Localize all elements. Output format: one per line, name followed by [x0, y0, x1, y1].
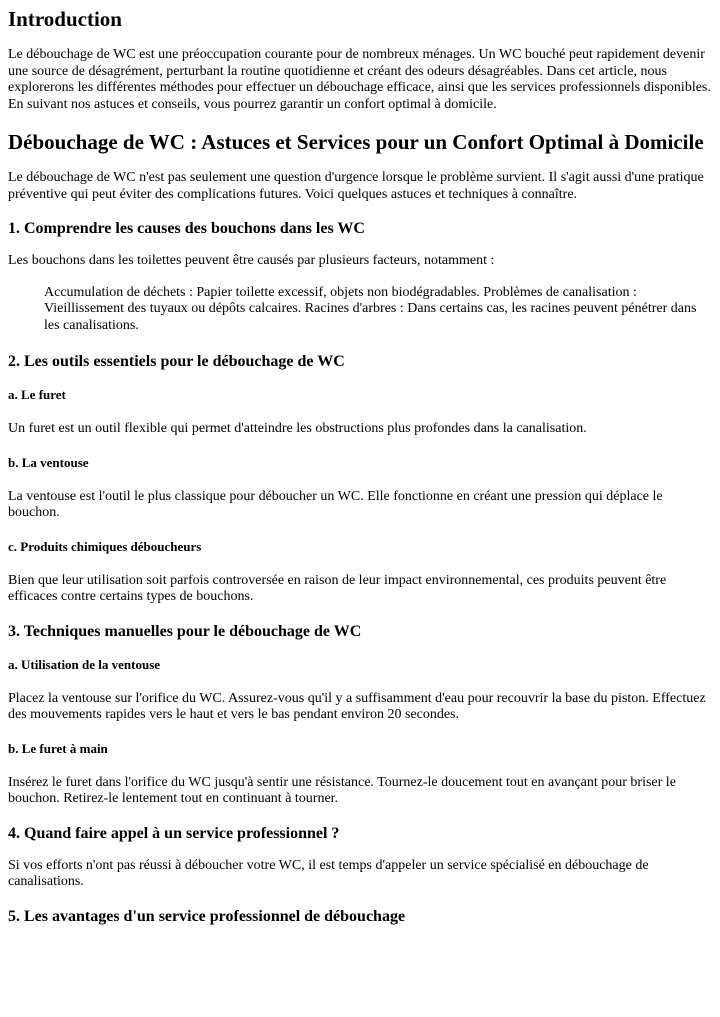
section3-sub-a-heading: a. Utilisation de la ventouse [8, 656, 161, 672]
section3-heading: 3. Techniques manuelles pour le débouchage de WC [8, 622, 362, 640]
main-paragraph: Le débouchage de WC n'est pas seulement une question d'urgence lorsque le problème survient. Il s'agit aussi d'une pratique préventive qui peut éviter des complications futures. Voici quelques astuces et techniques à connaître. [8, 170, 704, 202]
section4-heading: 4. Quand faire appel à un service professionnel ? [8, 824, 340, 842]
section1-quote: Accumulation de déchets : Papier toilette excessif, objets non biodégradables. Problèmes de canalisation : Vieillissement des tuyaux ou dépôts calcaires. Racines d'arbres : Dans certains cas, les racines peuvent pénétrer dans les canalisations. [44, 284, 697, 333]
section2-sub-c-paragraph: Bien que leur utilisation soit parfois controversée en raison de leur impact environnemental, ces produits peuvent être efficaces contre certains types de bouchons. [8, 572, 667, 604]
section1-heading: 1. Comprendre les causes des bouchons dans les WC [8, 220, 365, 237]
section3-sub-b-paragraph: Insérez le furet dans l'orifice du WC jusqu'à sentir une résistance. Tournez-le doucement tout en avançant pour briser le bouchon. Retirez-le lentement tout en continuant à tourner. [8, 774, 676, 806]
section2-sub-b-paragraph: La ventouse est l'outil le plus classique pour déboucher un WC. Elle fonctionne en créant une pression qui déplace le bouchon. [8, 488, 663, 520]
section2-sub-c-heading: c. Produits chimiques déboucheurs [8, 538, 202, 554]
section4-paragraph: Si vos efforts n'ont pas réussi à déboucher votre WC, il est temps d'appeler un service spécialisé en débouchage de canalisations. [8, 857, 649, 889]
section3-sub-b-heading: b. Le furet à main [8, 740, 108, 756]
section3-sub-a-paragraph: Placez la ventouse sur l'orifice du WC. Assurez-vous qu'il y a suffisamment d'eau pour recouvrir la base du piston. Effectuez des mouvements rapides vers le haut et vers le bas pendant environ 20 secondes. [8, 690, 706, 722]
section2-heading: 2. Les outils essentiels pour le débouchage de WC [8, 353, 345, 370]
intro-paragraph: Le débouchage de WC est une préoccupation courante pour de nombreux ménages. Un WC bouché peut rapidement devenir une source de désagrément, perturbant la routine quotidienne et créant des odeurs désagréables. Dans cet article, nous explorerons les différentes méthodes pour effectuer un débouchage efficace, ainsi que les services professionnels disponibles. En suivant nos astuces et conseils, vous pourrez garantir un confort optimal à domicile. [8, 47, 711, 112]
section1-paragraph: Les bouchons dans les toilettes peuvent être causés par plusieurs facteurs, notamment : [8, 253, 495, 268]
section5-heading: 5. Les avantages d'un service professionnel de débouchage [8, 907, 406, 925]
section2-sub-a-paragraph: Un furet est un outil flexible qui permet d'atteindre les obstructions plus profondes dans la canalisation. [8, 421, 587, 436]
section2-sub-b-heading: b. La ventouse [8, 454, 89, 470]
main-heading: Débouchage de WC : Astuces et Services pour un Confort Optimal à Domicile [8, 130, 704, 154]
intro-heading: Introduction [8, 7, 122, 31]
section2-sub-a-heading: a. Le furet [8, 387, 66, 402]
